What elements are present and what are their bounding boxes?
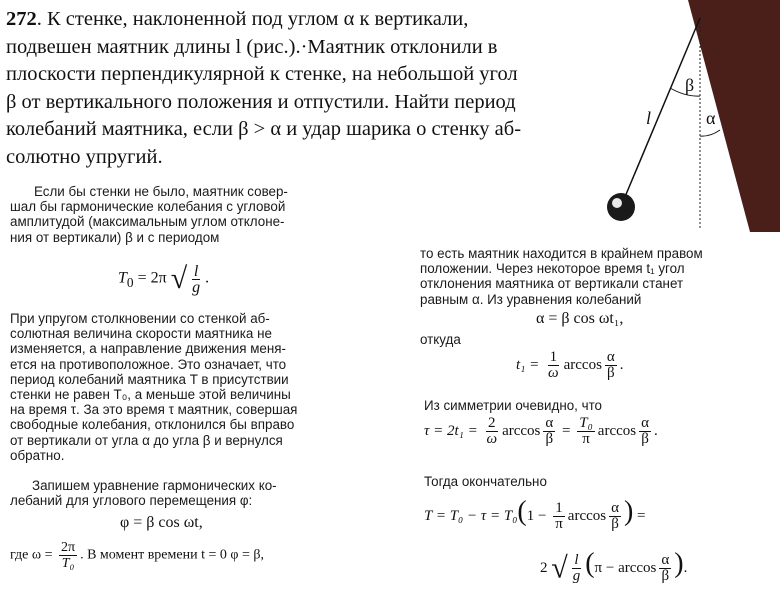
problem-statement — [6, 6, 596, 171]
formula-alpha: α = β cos ωt₁, — [536, 310, 624, 327]
otkuda-text: откуда — [420, 332, 461, 347]
angle-arc-alpha — [700, 130, 720, 136]
finally-text: Тогда окончательно — [424, 474, 547, 489]
label-length: l — [646, 108, 652, 128]
symmetry-text: Из симметрии очевидно, что — [424, 398, 603, 413]
formula-t1: t₁ = $\frac{1}{\omega}$ arccos $\frac{\alpha}{\beta}$ . — [516, 349, 624, 381]
formula-T2: 2 √ $\frac{l}{g}$ (π − arccos $\frac{\alpha}{\beta}$ ). — [540, 548, 688, 585]
formula-phi: φ = β cos ωt, — [120, 514, 203, 531]
problem-line-4: β от вертикального положения и отпустили. Найти период — [6, 90, 516, 113]
formula-T0: $T_0 = 2\pi$ √ $\frac{l}{g}$ . — [118, 262, 210, 296]
pendulum-string — [622, 18, 700, 204]
problem-line-2: подвешен маятник длины l (рис.).·Маятник отклонили в — [6, 35, 498, 58]
problem-line-6: солютно упругий. — [6, 145, 163, 168]
wall — [688, 0, 780, 232]
problem-line-5: колебаний маятника, если β > α и удар шарика о стенку аб- — [6, 118, 522, 140]
problem-line-3: плоскости перпендикулярной к стенке, на небольшой угол — [6, 63, 518, 85]
right-para-1: то есть маятник находится в крайнем правом положении. Через некоторое время t₁ угол отклонения маятника от вертикали станет равным α. Из уравнения колебаний — [420, 246, 703, 307]
left-para-2: При упругом столкновении со стенкой аб- солютная величина скорости маятника не изменяется, а направление движения меня- ется на противоположное. Это означает, что период колебаний маятника T в присутствии стенки не равен T₀, а меньше этой величины на время τ. За это время τ маятник, совершая свободные колебания, отклонился бы вправо от вертикали от угла α до угла β и вернулся обратно. — [10, 311, 298, 463]
formula-tau: τ = 2t₁ = $\frac{2}{\omega}$ arccos $\frac{\alpha}{\beta}$ = $\frac{\text{T₀}}{\pi}$ arccos $\frac{\alpha}{\beta}$ . — [424, 415, 658, 447]
left-para-1: Если бы стенки не было, маятник совер- шал бы гармонические колебания с угловой амплитудой (максимальным углом отклоне- ния от вертикали) β и с периодом — [10, 184, 288, 245]
label-alpha: α — [706, 108, 716, 128]
sqrt-sign-2: √ — [551, 551, 568, 585]
bob-highlight — [612, 198, 622, 208]
pendulum-figure — [600, 0, 780, 232]
sqrt-sign: √ — [170, 262, 188, 295]
problem-number: 272 — [6, 8, 37, 30]
formula-T: T = T₀ − τ = T₀(1 − $\frac{1}{\pi}$ arccos $\frac{\alpha}{\beta}$ ) = — [424, 496, 646, 533]
left-para-3: Запишем уравнение гармонических ко- лебаний для углового перемещения φ: — [10, 478, 277, 509]
label-beta: β — [685, 75, 695, 95]
pendulum-bob — [607, 193, 635, 221]
problem-line-1: 272. К стенке, наклоненной под углом α к вертикали, — [6, 8, 469, 30]
formula-omega: где ω = $\frac{2\pi}{\text{T₀}}$ . В момент времени t = 0 φ = β, — [10, 540, 264, 571]
